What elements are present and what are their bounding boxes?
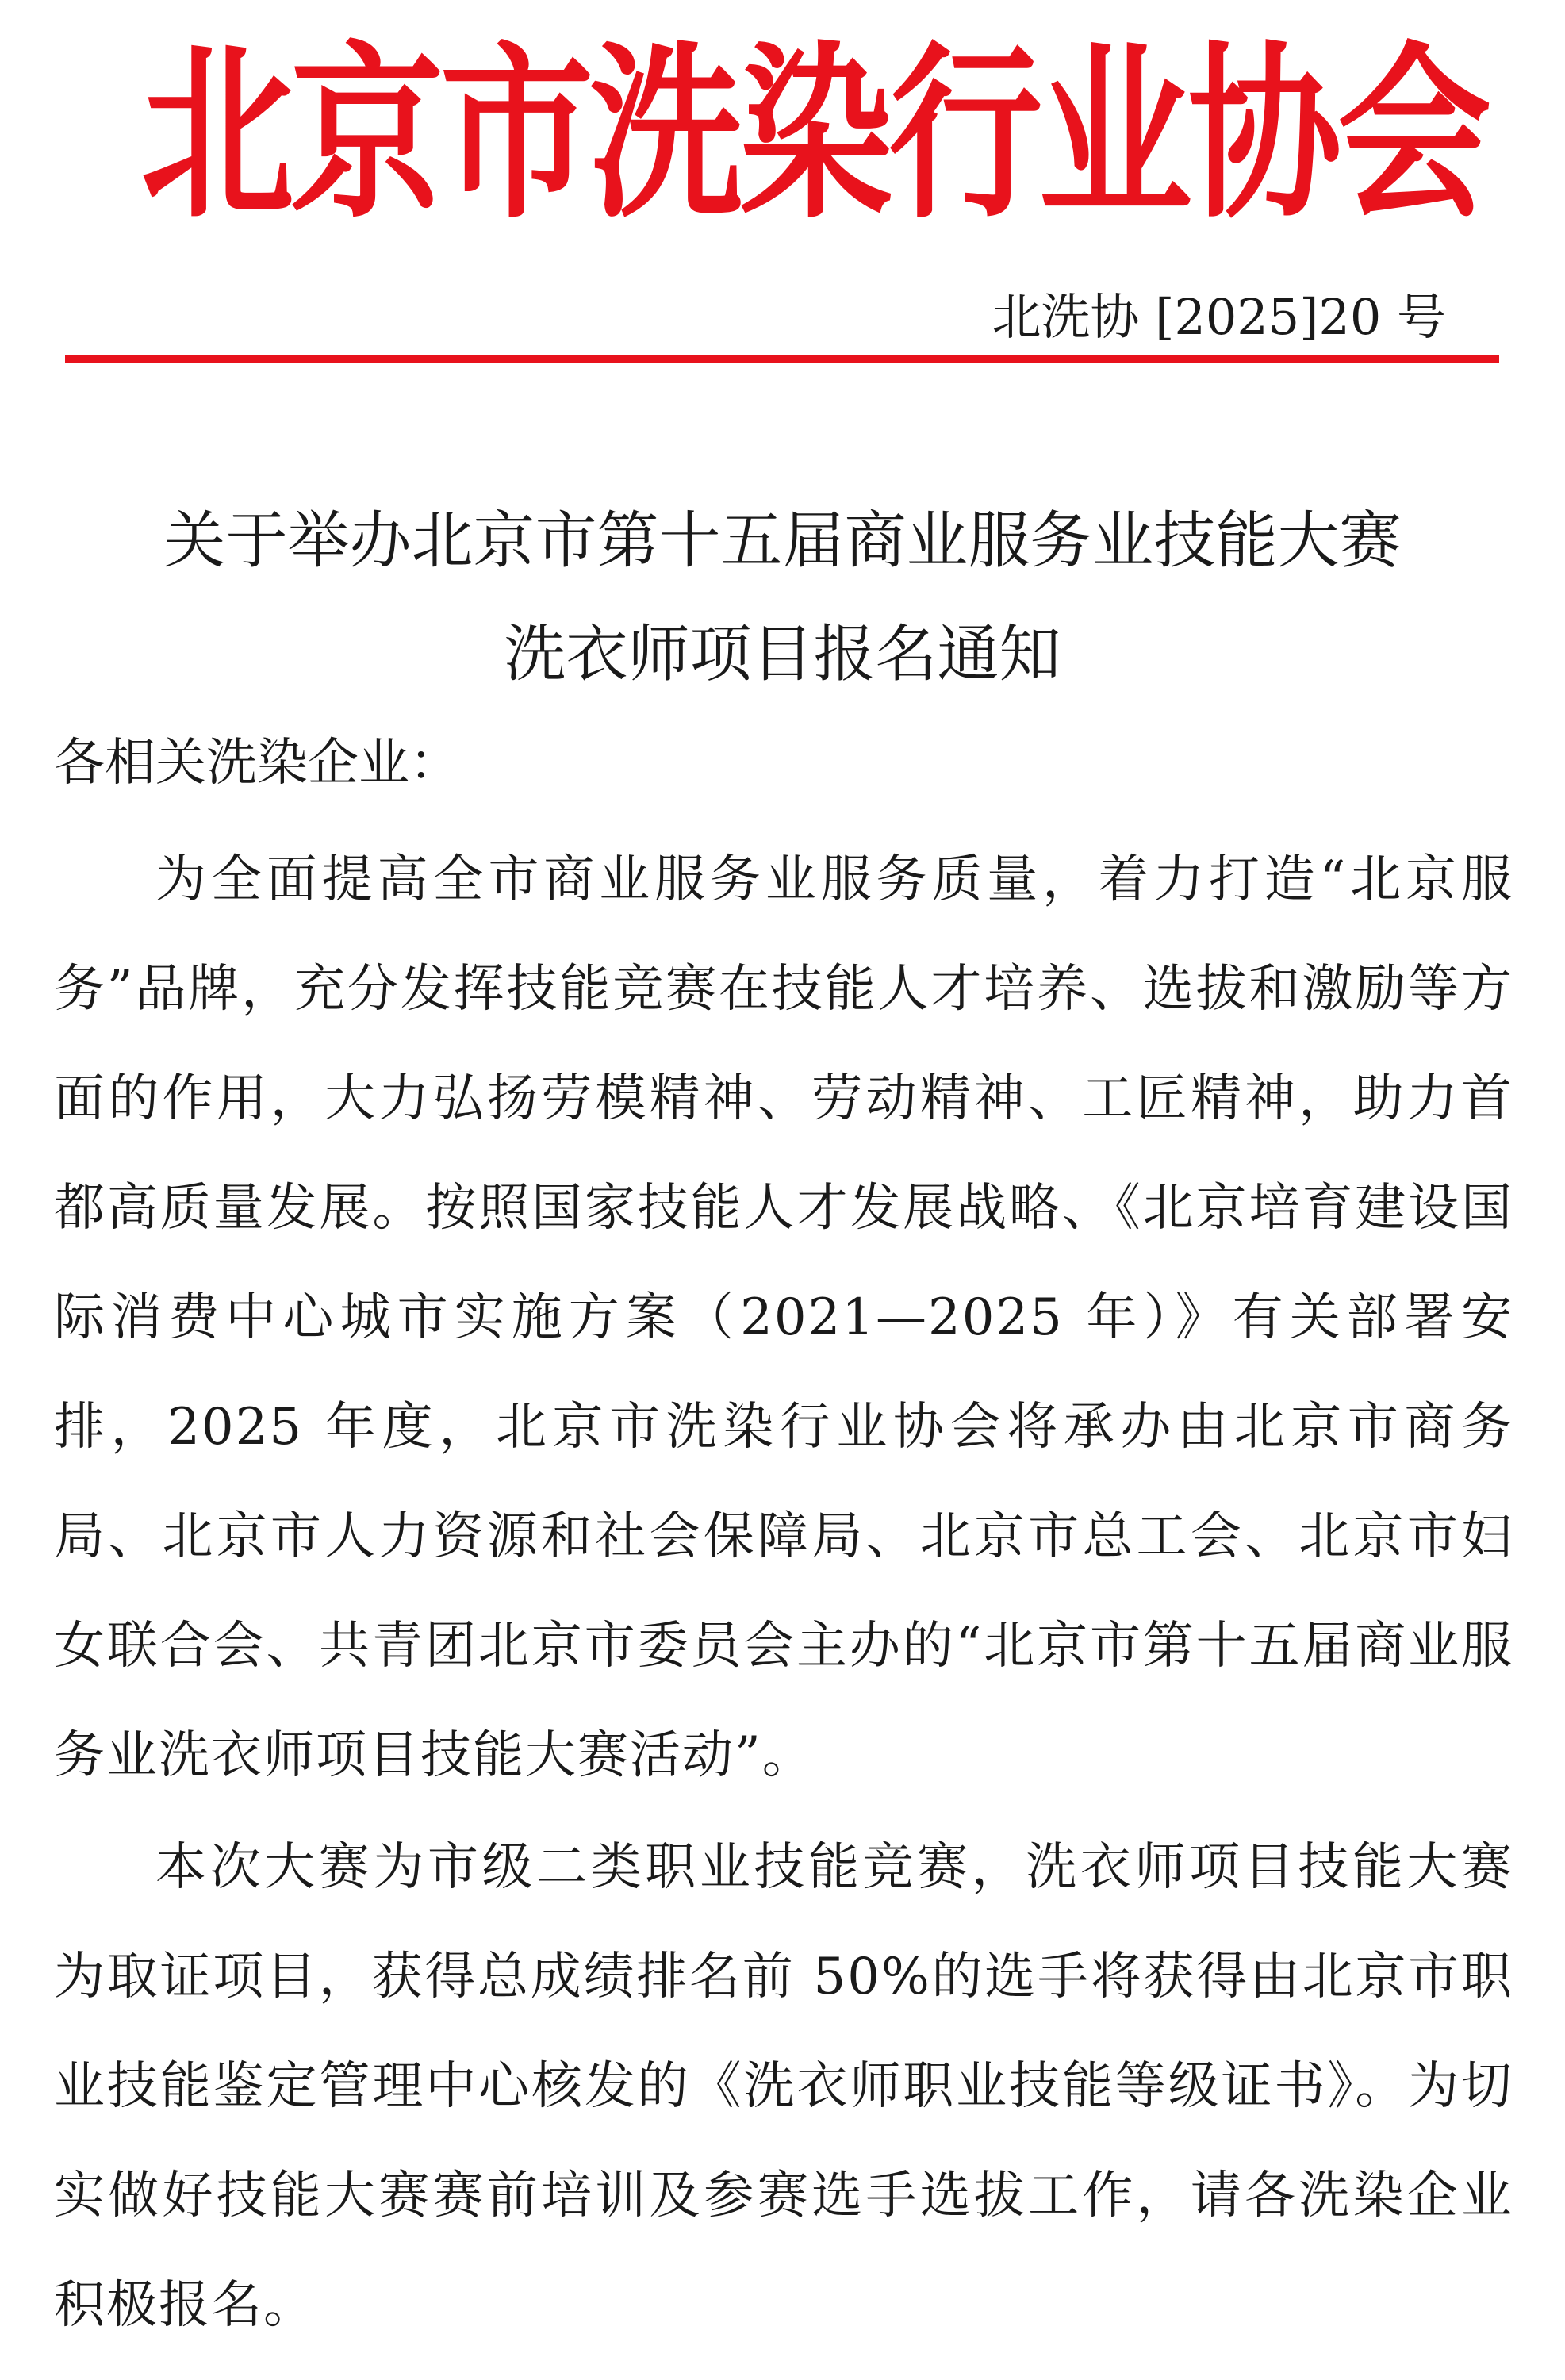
notice-title-line-2: 洗衣师项目报名通知 xyxy=(504,619,1061,690)
body-paragraph-2: 本次大赛为市级二类职业技能竞赛，洗衣师项目技能大赛为取证项目，获得总成绩排名前 50%的选手将获得由北京市职业技能鉴定管理中心核发的《洗衣师职业技能等级证书》。为切实做好技能大赛赛前培训及参赛选手选拔工作，请各洗染企业积极报名。 xyxy=(54,1838,1513,2335)
salutation: 各相关洗染企业： xyxy=(54,734,460,793)
body-paragraph-1: 为全面提高全市商业服务业服务质量，着力打造“北京服务”品牌，充分发挥技能竞赛在技能人才培养、选拔和激励等方面的作用，大力弘扬劳模精神、劳动精神、工匠精神，助力首都高质量发展。按照国家技能人才发展战略、《北京培育建设国际消费中心城市实施方案（2021—2025 年）》有关部署安排，2025 年度，北京市洗染行业协会将承办由北京市商务局、北京市人力资源和社会保障局、北京市总工会、北京市妇女联合会、共青团北京市委员会主办的“北京市第十五届商业服务业洗衣师项目技能大赛活动”。 xyxy=(54,850,1513,1785)
letterhead-red-rule xyxy=(65,355,1499,363)
notice-title-line-1: 关于举办北京市第十五届商业服务业技能大赛 xyxy=(163,505,1402,577)
document-number: 北洗协 [2025]20 号 xyxy=(992,288,1446,346)
letterhead-organization-name: 北京市洗染行业协会 xyxy=(140,25,1487,244)
